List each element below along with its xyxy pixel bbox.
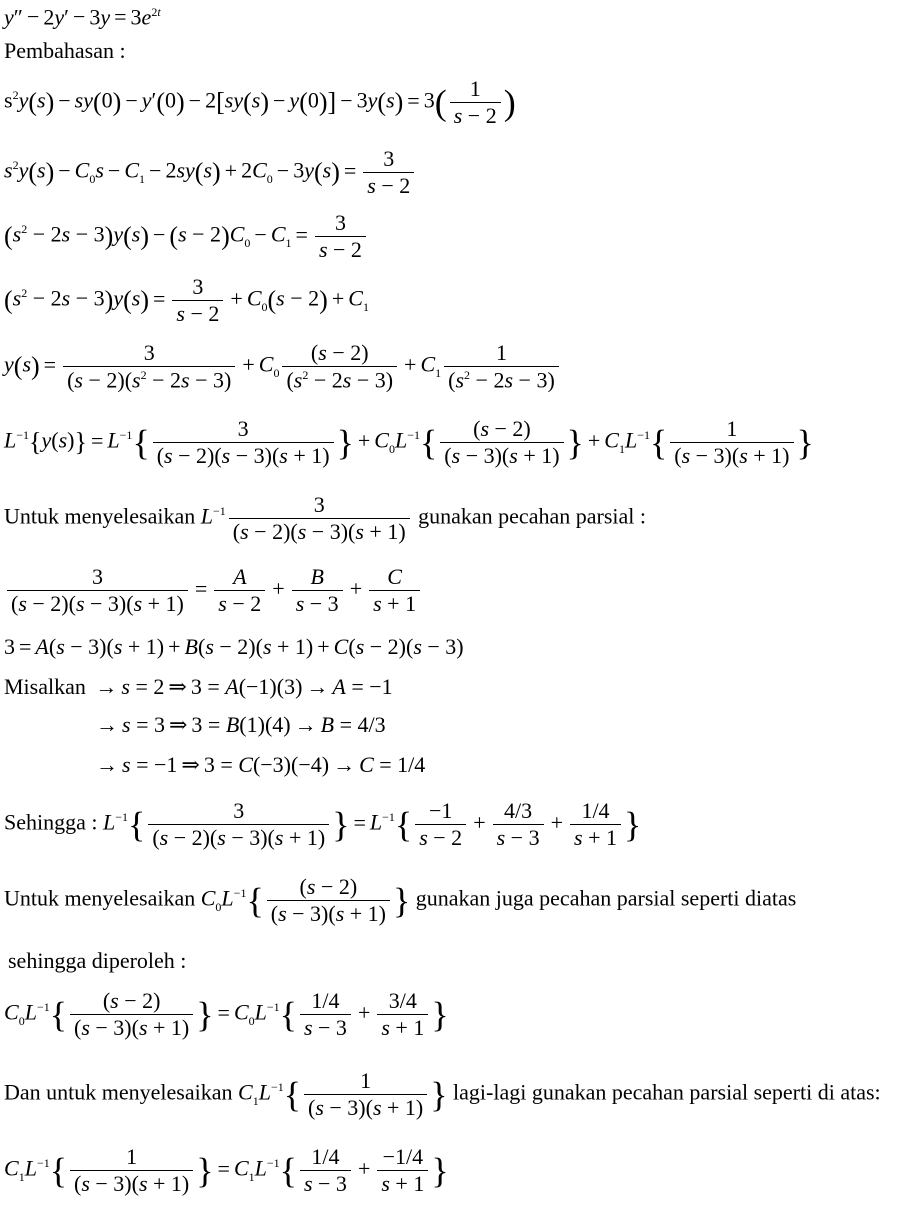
text-untuk-menyelesaikan-1: Untuk menyelesaikan $L^{-1}$ $\frac{3}{(s - 2)(s - 3)(s + 1)}$ gunakan pecahan parsial : (4, 492, 646, 544)
equation-misalkan-a: Misalkan → s = 2 ⇒ 3 = A(−1)(3) → A = −1 (4, 674, 393, 699)
equation-c0-result: $C_0L^{-1}${ $\frac{(s - 2)}{(s - 3)(s + 1)}$ } = $C_0L^{-1}${ $\frac{1/4}{s - 3}$ + $\frac{3/4}{s + 1}$ } (4, 988, 449, 1040)
equation-c1-result: $C_1L^{-1}${ $\frac{1}{(s - 3)(s + 1)}$ } = $C_1L^{-1}${ $\frac{1/4}{s - 3}$ + $\frac{-1/4}{s + 1}$ } (4, 1144, 449, 1196)
equation-laplace-step1: $s^2y(s) - sy(0) - y'(0) - 2[sy(s) - y(0)] - 3y(s) = 3$( $\frac{1}{s - 2}$ ) (4, 76, 516, 128)
equation-coefficients: 3 = A(s − 3)(s + 1) + B(s − 2)(s + 1) + C(s − 2)(s − 3) (4, 634, 464, 659)
text-untuk-menyelesaikan-2: Untuk menyelesaikan $C_0L^{-1}${ $\frac{(s - 2)}{(s - 3)(s + 1)}$ } gunakan juga pecahan parsial seperti diatas (4, 874, 797, 926)
equation-misalkan-c: → s = −1 ⇒ 3 = C(−3)(−4) → C = 1/4 (96, 752, 426, 777)
equation-inverse-laplace: $L^{-1}\{y(s)\} = L^{-1}${ $\frac{3}{(s - 2)(s - 3)(s + 1)}$ } + $C_0L^{-1}${ $\frac{(s - 2)}{(s - 3)(s + 1)}$ } + $C_1L^{-1}${ $\frac{1}{(s - 3)(s + 1)}$ } (4, 416, 814, 468)
equation-laplace-step2: $s^2y(s) - C_0s - C_1 - 2sy(s) + 2C_0 - 3y(s)$ = $\frac{3}{s - 2}$ (4, 148, 417, 197)
text-sehingga-diperoleh: sehingga diperoleh : (8, 948, 187, 973)
equation-partial-fraction: $\frac{3}{(s - 2)(s - 3)(s + 1)}$ = $\frac{A}{s - 2}$ + $\frac{B}{s - 3}$ + $\frac{C}{s + 1}$ (4, 566, 423, 615)
heading-pembahasan: Pembahasan : (4, 38, 126, 63)
equation-ys: y(s) = $\frac{3}{(s - 2)(s^2 - 2s - 3)}$ + $C_0$ $\frac{(s - 2)}{(s^2 - 2s - 3)}$ + $C_1$ $\frac{1}{(s^2 - 2s - 3)}$ (4, 342, 562, 391)
equation-ode: $y'' - 2y' - 3y = 3e^{2t}$ (4, 4, 161, 30)
equation-misalkan-b: → s = 3 ⇒ 3 = B(1)(4) → B = 4/3 (96, 712, 386, 737)
equation-laplace-step3: $(s^2 - 2s - 3)y(s) - (s - 2)C_0 - C_1$ = $\frac{3}{s - 2}$ (4, 212, 369, 261)
text-dan-untuk-menyelesaikan: Dan untuk menyelesaikan $C_1L^{-1}${ $\frac{1}{(s - 3)(s + 1)}$ } lagi-lagi gunakan pecahan parsial seperti di atas: (4, 1068, 881, 1120)
equation-laplace-step4: $(s^2 - 2s - 3)y(s)$ = $\frac{3}{s - 2}$ + $C_0(s - 2) + C_1$ (4, 274, 369, 326)
equation-sehingga: Sehingga : $L^{-1}${ $\frac{3}{(s - 2)(s - 3)(s + 1)}$ } = $L^{-1}${ $\frac{-1}{s - 2}$ + $\frac{4/3}{s - 3}$ + $\frac{1/4}{s + 1}$ } (4, 798, 642, 850)
